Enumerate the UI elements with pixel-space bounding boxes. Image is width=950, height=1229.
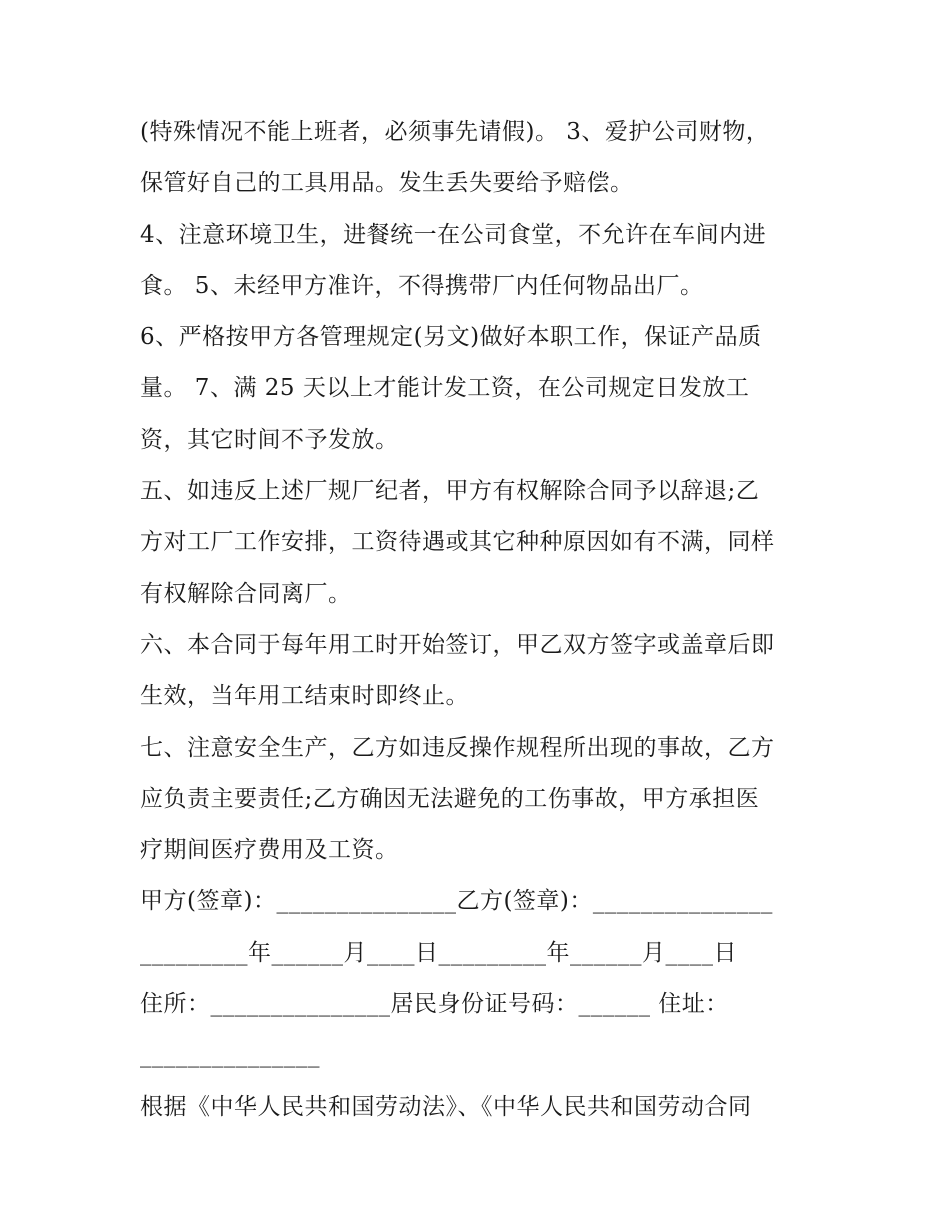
text-line: 6、严格按甲方各管理规定(另文)做好本职工作，保证产品质 <box>140 324 762 351</box>
text-line: 七、注意安全生产，乙方如违反操作规程所出现的事故，乙方 <box>140 734 775 761</box>
text-line: 疗期间医疗费用及工资。 <box>140 837 399 864</box>
text-line: 方对工厂工作安排，工资待遇或其它种种原因如有不满，同样 <box>140 529 775 556</box>
text-line: 生效，当年用工结束时即终止。 <box>140 683 469 710</box>
text-line: 五、如违反上述厂规厂纪者，甲方有权解除合同予以辞退;乙 <box>140 478 760 505</box>
text-line: 食。 5、未经甲方准许，不得携带厂内任何物品出厂。 <box>140 272 704 299</box>
address-blank-line: _______________ <box>140 1042 320 1069</box>
text-line: 应负责主要责任;乙方确因无法避免的工伤事故，甲方承担医 <box>140 785 760 812</box>
signature-line-parties: 甲方(签章)：_______________乙方(签章)：_______________ <box>140 888 773 915</box>
text-line: 4、注意环境卫生，进餐统一在公司食堂，不允许在车间内进 <box>140 221 767 248</box>
address-id-line: 住所：_______________居民身份证号码：______ 住址： <box>140 991 729 1018</box>
document-body <box>140 107 830 1133</box>
text-line: 有权解除合同离厂。 <box>140 580 352 607</box>
signature-line-dates: _________年______月____日_________年______月____日 <box>140 939 737 966</box>
text-line: 六、本合同于每年用工时开始签订，甲乙双方签字或盖章后即 <box>140 631 775 658</box>
text-line: 保管好自己的工具用品。发生丢失要给予赔偿。 <box>140 170 634 197</box>
text-line: 资，其它时间不予发放。 <box>140 426 399 453</box>
text-line: 根据《中华人民共和国劳动法》、《中华人民共和国劳动合同 <box>140 1093 752 1120</box>
text-line: 量。 7、满 25 天以上才能计发工资，在公司规定日发放工 <box>140 375 750 402</box>
text-line: (特殊情况不能上班者，必须事先请假)。 3、爱护公司财物， <box>140 119 770 145</box>
